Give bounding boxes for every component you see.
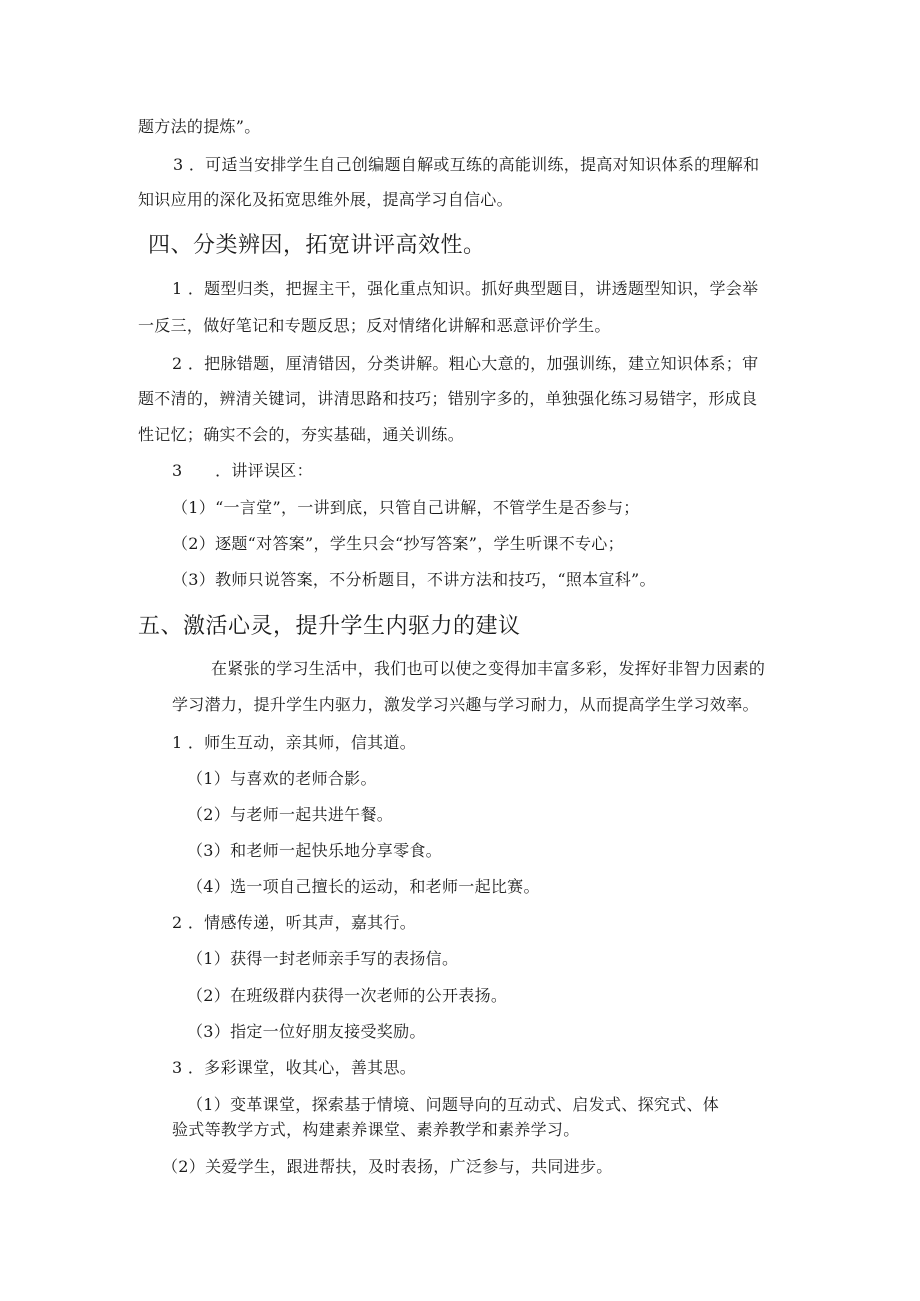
- paragraph-line: 一反三，做好笔记和专题反思；反对情绪化讲解和恶意评价学生。: [138, 316, 611, 335]
- list-item: （2）在班级群内获得一次老师的公开表扬。: [187, 986, 508, 1005]
- paragraph-line: （2）逐题“对答案”，学生只会“抄写答案”，学生听课不专心；: [172, 534, 624, 553]
- section-heading: 五、激活心灵，提升学生内驱力的建议: [138, 614, 521, 639]
- paragraph-line: 知识应用的深化及拓宽思维外展，提高学习自信心。: [138, 190, 513, 209]
- section-heading: 四、分类辨因，拓宽讲评高效性。: [148, 233, 486, 258]
- list-item: （3）指定一位好朋友接受奖励。: [187, 1022, 426, 1041]
- paragraph-line: （3）教师只说答案，不分析题目，不讲方法和技巧，“照本宣科”。: [172, 570, 656, 589]
- list-item: 2 ．情感传递，听其声，嘉其行。: [172, 913, 417, 932]
- paragraph-line: 题不清的，辨清关键词，讲清思路和技巧；错别字多的，单独强化练习易错字，形成良: [138, 389, 758, 408]
- paragraph-line: 3 ．讲评误区：: [172, 461, 313, 480]
- list-item: 1 ．师生互动，亲其师，信其道。: [172, 733, 417, 752]
- paragraph-line: （1）“一言堂”，一讲到底，只管自己讲解，不管学生是否参与；: [172, 498, 640, 517]
- list-item: 3 ．多彩课堂，收其心，善其思。: [172, 1058, 417, 1077]
- paragraph-line: 2 ．把脉错题，厘清错因，分类讲解。粗心大意的，加强训练，建立知识体系；审: [172, 354, 759, 373]
- paragraph-line: 验式等教学方式，构建素养课堂、素养教学和素养学习。: [172, 1120, 580, 1139]
- paragraph-line: 在紧张的学习生活中，我们也可以使之变得加丰富多彩，发挥好非智力因素的: [211, 659, 766, 678]
- paragraph-line: 学习潜力，提升学生内驱力，激发学习兴趣与学习耐力，从而提高学生学习效率。: [172, 695, 759, 714]
- paragraph-line: 性记忆；确实不会的，夯实基础，通关训练。: [138, 425, 465, 444]
- list-item: （2）关爱学生，跟进帮扶，及时表扬，广泛参与，共同进步。: [162, 1157, 613, 1176]
- paragraph-line: 1 ．题型归类，把握主干，强化重点知识。抓好典型题目，讲透题型知识，学会举: [172, 279, 759, 298]
- list-item: （2）与老师一起共进午餐。: [187, 805, 394, 824]
- list-item: （1）变革课堂，探索基于情境、问题导向的互动式、启发式、探究式、体: [187, 1095, 720, 1114]
- list-item: （3）和老师一起快乐地分享零食。: [187, 841, 442, 860]
- list-item: （1）获得一封老师亲手写的表扬信。: [187, 949, 459, 968]
- list-item: （1）与喜欢的老师合影。: [187, 769, 377, 788]
- list-item: （4）选一项自己擅长的运动，和老师一起比赛。: [187, 877, 540, 896]
- paragraph-line: 3 ．可适当安排学生自己创编题自解或互练的高能训练，提高对知识体系的理解和: [173, 155, 760, 174]
- paragraph-line: 题方法的提炼”。: [138, 117, 261, 136]
